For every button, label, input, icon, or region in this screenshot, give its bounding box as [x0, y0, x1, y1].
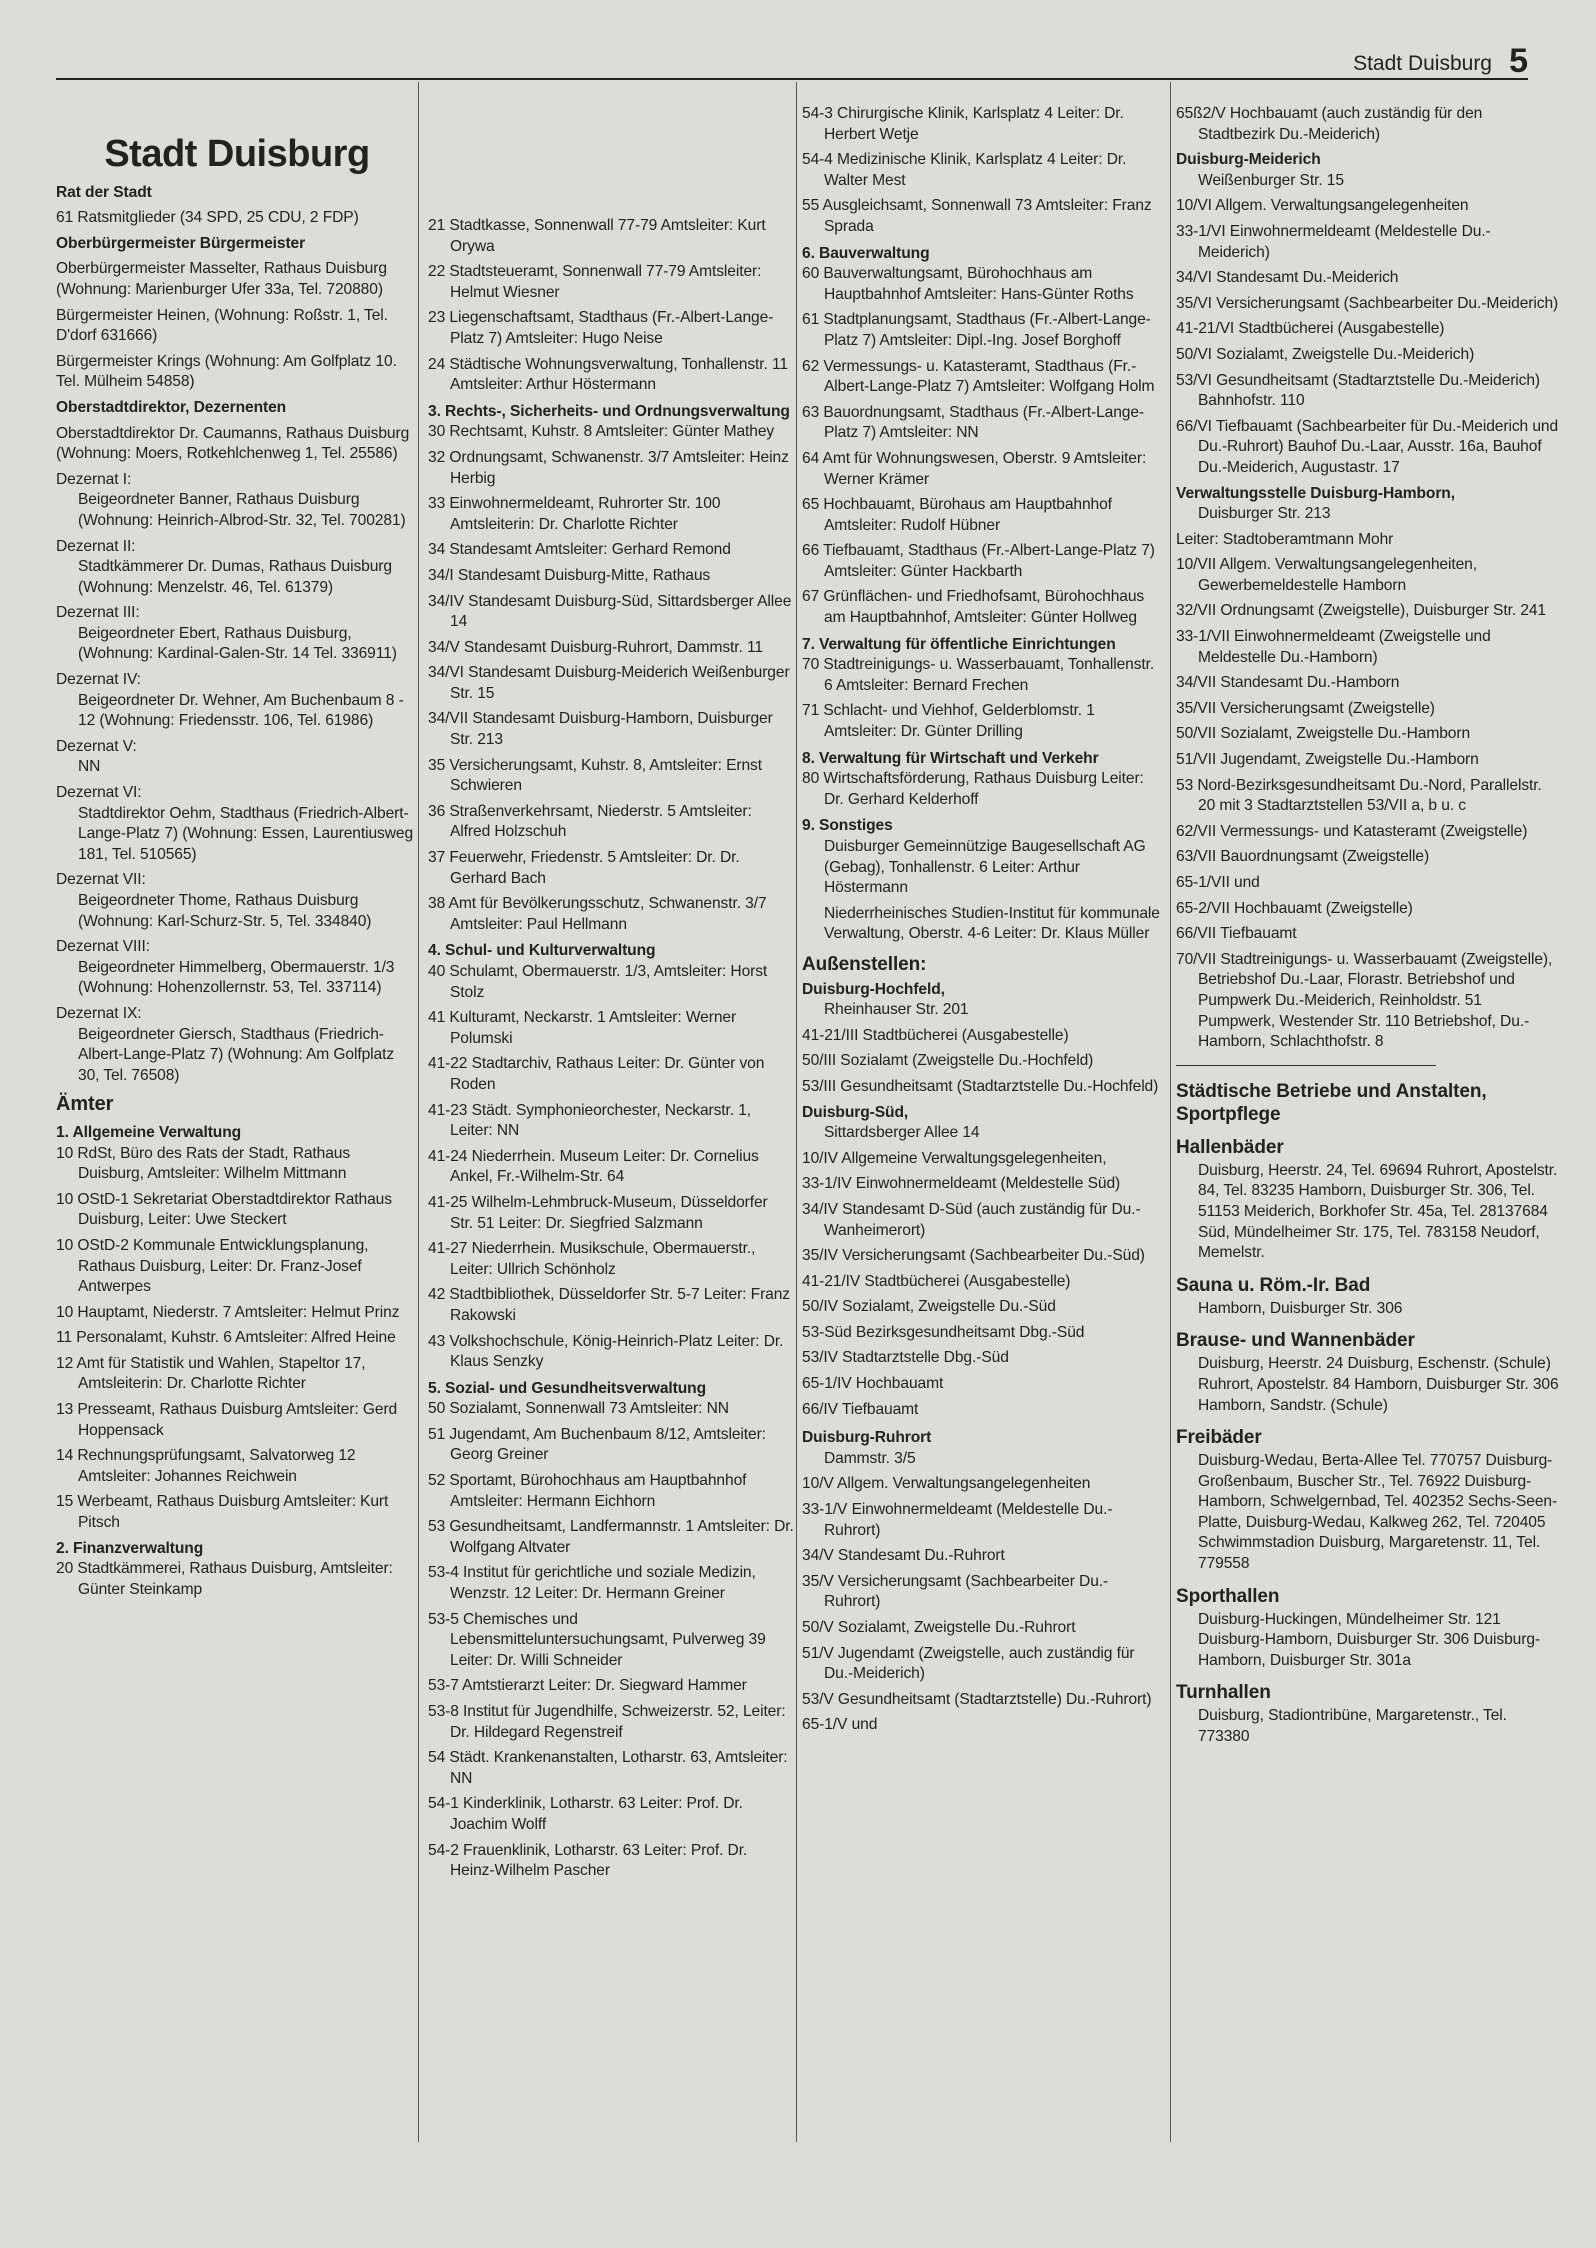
entry: 34/VII Standesamt Duisburg-Hamborn, Duisburger Str. 213 [428, 710, 773, 749]
entry: 65-2/VII Hochbauamt (Zweigstelle) [1176, 899, 1413, 917]
entry: 53-4 Institut für gerichtliche und soziale Medizin, Wenzstr. 12 Leiter: Dr. Hermann Greiner [428, 1564, 756, 1603]
address: Sittardsberger Allee 14 [824, 1124, 980, 1142]
section-heading: 3. Rechts-, Sicherheits- und Ordnungsverwaltung [428, 402, 790, 420]
entry: 34/IV Standesamt Duisburg-Süd, Sittardsberger Allee 14 [428, 592, 792, 631]
entry: 41-21/VI Stadtbücherei (Ausgabestelle) [1176, 320, 1445, 338]
entry: 53 Nord-Bezirksgesundheitsamt Du.-Nord, Parallelstr. 20 mit 3 Stadtarztstellen 53/VII a, b u. c [1176, 776, 1542, 815]
subsection-heading: Duisburg-Süd, [802, 1103, 909, 1121]
category-heading: Sporthallen [1176, 1585, 1280, 1607]
entry: 51/V Jugendamt (Zweigstelle, auch zuständig für Du.-Meiderich) [802, 1644, 1135, 1683]
dezernat-text: Beigeordneter Dr. Wehner, Am Buchenbaum 8 - 12 (Wohnung: Friedensstr. 106, Tel. 61986) [78, 691, 404, 730]
entry-list [428, 216, 794, 396]
entry: 10 OStD-2 Kommunale Entwicklungsplanung, Rathaus Duisburg, Leiter: Dr. Franz-Josef Antwerpes [56, 1236, 369, 1296]
entry: 65-1/VII und [1176, 874, 1260, 891]
entry: 34/V Standesamt Du.-Ruhrort [802, 1547, 1005, 1565]
entry: 41-22 Stadtarchiv, Rathaus Leiter: Dr. Günter von Roden [428, 1055, 765, 1093]
entry: 34 Standesamt Amtsleiter: Gerhard Remond [428, 541, 731, 559]
entry: 63/VII Bauordnungsamt (Zweigstelle) [1176, 848, 1430, 866]
entry: 13 Presseamt, Rathaus Duisburg Amtsleiter: Gerd Hoppensack [56, 1401, 398, 1439]
entry: Hamborn, Duisburger Str. 306 [1198, 1299, 1403, 1317]
entry: 63 Bauordnungsamt, Stadthaus (Fr.-Albert-Lange-Platz 7) Amtsleiter: NN [802, 403, 1145, 442]
entry: 65-1/IV Hochbauamt [802, 1375, 944, 1393]
entry: 10 RdSt, Büro des Rats der Stadt, Rathaus Duisburg, Amtsleiter: Wilhelm Mittmann [56, 1144, 351, 1183]
entry: 35/V Versicherungsamt (Sachbearbeiter Du.-Ruhrort) [802, 1572, 1109, 1611]
dezernat-text: Beigeordneter Giersch, Stadthaus (Friedrich-Albert-Lange-Platz 7) (Wohnung: Am Golfplatz 30, Tel. 76508) [78, 1025, 395, 1084]
entry: 20 Stadtkämmerei, Rathaus Duisburg, Amtsleiter: Günter Steinkamp [56, 1560, 393, 1598]
entry: 35/VII Versicherungsamt (Zweigstelle) [1176, 699, 1435, 717]
dezernat-text: Beigeordneter Ebert, Rathaus Duisburg, (Wohnung: Kardinal-Galen-Str. 14 Tel. 336911) [78, 624, 397, 663]
dezernat-label: Dezernat VII: [56, 871, 146, 889]
column-2 [428, 104, 794, 1887]
entry-list [802, 837, 1162, 945]
entry: Niederrheinisches Studien-Institut für kommunale Verwaltung, Oberstr. 4-6 Leiter: Dr. Klaus Müller [824, 904, 1160, 943]
section-heading: Oberbürgermeister Bürgermeister [56, 234, 306, 252]
entry: 65 Hochbauamt, Bürohaus am Hauptbahnhof Amtsleiter: Rudolf Hübner [802, 496, 1112, 534]
entry: 11 Personalamt, Kuhstr. 6 Amtsleiter: Alfred Heine [56, 1329, 396, 1347]
category-heading: Freibäder [1176, 1427, 1262, 1449]
entry: 50/VI Sozialamt, Zweigstelle Du.-Meiderich) [1176, 345, 1475, 363]
entry: 54-3 Chirurgische Klinik, Karlsplatz 4 Leiter: Dr. Herbert Wetje [802, 105, 1124, 143]
entry: 30 Rechtsamt, Kuhstr. 8 Amtsleiter: Günter Mathey [428, 423, 775, 441]
entry: 66/IV Tiefbauamt [802, 1400, 919, 1418]
dezernat-label: Dezernat V: [56, 737, 137, 755]
entry: 35/IV Versicherungsamt (Sachbearbeiter Du.-Süd) [802, 1247, 1145, 1265]
entry: 53 Gesundheitsamt, Landfermannstr. 1 Amtsleiter: Dr. Wolfgang Altvater [428, 1518, 794, 1556]
entry: 60 Bauverwaltungsamt, Bürohochhaus am Hauptbahnhof Amtsleiter: Hans-Günter Roths [802, 265, 1134, 303]
entry: Oberbürgermeister Masselter, Rathaus Duisburg (Wohnung: Marienburger Ufer 33a, Tel. 720880) [56, 260, 387, 298]
entry-list [1176, 555, 1560, 1052]
entry: 50/VII Sozialamt, Zweigstelle Du.-Hamborn [1176, 725, 1471, 743]
entry: 42 Stadtbibliothek, Düsseldorfer Str. 5-7 Leiter: Franz Rakowski [428, 1286, 791, 1324]
entry-list [802, 104, 1162, 238]
entry-list [802, 1026, 1162, 1098]
entry: 64 Amt für Wohnungswesen, Oberstr. 9 Amtsleiter: Werner Krämer [802, 449, 1147, 488]
entry: 41-25 Wilhelm-Lehmbruck-Museum, Düsseldorfer Str. 51 Leiter: Dr. Siegfried Salzmann [428, 1193, 768, 1232]
entry-list [1176, 196, 1560, 478]
entry: 10/V Allgem. Verwaltungsangelegenheiten [802, 1475, 1091, 1493]
entry: 10 Hauptamt, Niederstr. 7 Amtsleiter: Helmut Prinz [56, 1303, 400, 1321]
section-heading: 7. Verwaltung für öffentliche Einrichtungen [802, 635, 1116, 653]
entry: 32 Ordnungsamt, Schwanenstr. 3/7 Amtsleiter: Heinz Herbig [428, 448, 789, 487]
entry: 50/V Sozialamt, Zweigstelle Du.-Ruhrort [802, 1619, 1076, 1636]
entry: 51/VII Jugendamt, Zweigstelle Du.-Hamborn [1176, 751, 1479, 769]
entry: 34/IV Standesamt D-Süd (auch zuständig für Du.-Wanheimerort) [802, 1200, 1141, 1239]
entry: 24 Städtische Wohnungsverwaltung, Tonhallenstr. 11 Amtsleiter: Arthur Höstermann [428, 355, 788, 394]
section-heading: 6. Bauverwaltung [802, 244, 930, 262]
entry: 43 Volkshochschule, König-Heinrich-Platz Leiter: Dr. Klaus Senzky [428, 1332, 784, 1371]
aussenstellen-heading: Außenstellen: [802, 953, 927, 975]
dezernat-text: NN [78, 758, 101, 776]
entry: 41-21/IV Stadtbücherei (Ausgabestelle) [802, 1272, 1071, 1290]
address: Weißenburger Str. 15 [1198, 171, 1344, 189]
entry: 66/VII Tiefbauamt [1176, 925, 1297, 943]
entry: 53/IV Stadtarztstelle Dbg.-Süd [802, 1349, 1009, 1367]
dezernat-label: Dezernat IX: [56, 1004, 142, 1022]
entry: 41-24 Niederrhein. Museum Leiter: Dr. Cornelius Ankel, Fr.-Wilhelm-Str. 64 [428, 1147, 759, 1186]
column-divider [1170, 82, 1171, 2142]
entry: 53-5 Chemisches und Lebensmitteluntersuchungsamt, Pulverweg 39 Leiter: Dr. Willi Schneider [428, 1610, 766, 1669]
category-heading: Turnhallen [1176, 1682, 1271, 1704]
subsection-heading: Duisburg-Meiderich [1176, 151, 1321, 169]
address: Duisburger Str. 213 [1198, 505, 1331, 523]
entry: 14 Rechnungsprüfungsamt, Salvatorweg 12 Amtsleiter: Johannes Reichwein [56, 1447, 356, 1485]
entry: 33-1/VII Einwohnermeldeamt (Zweigstelle und Meldestelle Du.-Hamborn) [1176, 628, 1491, 666]
subsection-heading: Duisburg-Ruhrort [802, 1429, 932, 1447]
entry: 50 Sozialamt, Sonnenwall 73 Amtsleiter: NN [428, 1400, 729, 1418]
entry: 53-8 Institut für Jugendhilfe, Schweizerstr. 52, Leiter: Dr. Hildegard Regenstreif [428, 1703, 786, 1741]
entry: Oberstadtdirektor Dr. Caumanns, Rathaus Duisburg (Wohnung: Moers, Rotkehlchenweg 1, Tel. 25586) [56, 424, 410, 463]
entry-list [428, 422, 794, 935]
entry: 34/VI Standesamt Duisburg-Meiderich Weißenburger Str. 15 [428, 664, 790, 702]
section-heading: 5. Sozial- und Gesundheitsverwaltung [428, 1379, 706, 1397]
entry: Duisburg, Stadiontribüne, Margaretenstr., Tel. 773380 [1198, 1707, 1507, 1746]
entry: 80 Wirtschaftsförderung, Rathaus Duisburg Leiter: Dr. Gerhard Kelderhoff [802, 770, 1144, 808]
dezernat-label: Dezernat VIII: [56, 938, 150, 956]
entry-list [428, 1399, 794, 1881]
entry: 34/VII Standesamt Du.-Hamborn [1176, 674, 1400, 692]
address: Dammstr. 3/5 [824, 1449, 916, 1467]
section-heading: Oberstadtdirektor, Dezernenten [56, 398, 287, 416]
entry: 41-23 Städt. Symphonieorchester, Neckarstr. 1, Leiter: NN [428, 1101, 752, 1140]
amter-heading: Ämter [56, 1093, 114, 1116]
column-4 [1176, 104, 1560, 1753]
dezernat-label: Dezernat I: [56, 470, 132, 488]
section-heading: Rat der Stadt [56, 183, 152, 201]
entry: 21 Stadtkasse, Sonnenwall 77-79 Amtsleiter: Kurt Orywa [428, 217, 766, 255]
entry: 41 Kulturamt, Neckarstr. 1 Amtsleiter: Werner Polumski [428, 1009, 737, 1047]
entry: 10/IV Allgemeine Verwaltungsgelegenheiten, [802, 1149, 1107, 1167]
subsection-heading: Duisburg-Hochfeld, [802, 980, 945, 998]
entry: 71 Schlacht- und Viehhof, Gelderblomstr. 1 Amtsleiter: Dr. Günter Drilling [802, 702, 1095, 741]
column-divider [418, 82, 419, 2142]
entry: 53/III Gesundheitsamt (Stadtarztstelle Du.-Hochfeld) [802, 1077, 1159, 1095]
dezernat-label: Dezernat II: [56, 537, 136, 555]
entry: 61 Ratsmitglieder (34 SPD, 25 CDU, 2 FDP) [56, 209, 359, 227]
entry: Bürgermeister Heinen, (Wohnung: Roßstr. 1, Tel. D'dorf 631666) [56, 306, 388, 345]
entry: 52 Sportamt, Bürohochhaus am Hauptbahnhof Amtsleiter: Hermann Eichhorn [428, 1472, 747, 1510]
entry-list [56, 1559, 418, 1600]
entry: 50/III Sozialamt (Zweigstelle Du.-Hochfeld) [802, 1052, 1094, 1070]
entry: 12 Amt für Statistik und Wahlen, Stapeltor 17, Amtsleiterin: Dr. Charlotte Richter [56, 1354, 366, 1393]
entry-list [802, 1149, 1162, 1421]
entry: 33-1/IV Einwohnermeldeamt (Meldestelle Süd) [802, 1175, 1121, 1193]
dezernat-text: Beigeordneter Himmelberg, Obermauerstr. 1/3 (Wohnung: Hohenzollernstr. 53, Tel. 337114) [78, 958, 395, 997]
entry: 55 Ausgleichsamt, Sonnenwall 73 Amtsleiter: Franz Sprada [802, 197, 1152, 235]
entry: 22 Stadtsteueramt, Sonnenwall 77-79 Amtsleiter: Helmut Wiesner [428, 263, 762, 301]
section-heading: 9. Sonstiges [802, 817, 893, 835]
entry: 34/I Standesamt Duisburg-Mitte, Rathaus [428, 566, 711, 584]
divider [1176, 1065, 1436, 1066]
entry: 15 Werbeamt, Rathaus Duisburg Amtsleiter: Kurt Pitsch [56, 1493, 389, 1532]
section-heading: 8. Verwaltung für Wirtschaft und Verkehr [802, 749, 1099, 767]
category-heading: Sauna u. Röm.-Ir. Bad [1176, 1274, 1371, 1296]
entry: 62 Vermessungs- u. Katasteramt, Stadthaus (Fr.-Albert-Lange-Platz 7) Amtsleiter: Wolfgang Holm [802, 357, 1155, 396]
entry: 41-27 Niederrhein. Musikschule, Obermauerstr., Leiter: Ullrich Schönholz [428, 1240, 756, 1278]
dezernat-label: Dezernat IV: [56, 671, 141, 689]
entry: 32/VII Ordnungsamt (Zweigstelle), Duisburger Str. 241 [1176, 602, 1546, 620]
entry: 54-2 Frauenklinik, Lotharstr. 63 Leiter: Prof. Dr. Heinz-Wilhelm Pascher [428, 1841, 748, 1880]
page-header [56, 40, 1528, 80]
entry: 66/VI Tiefbauamt (Sachbearbeiter für Du.-Meiderich und Du.-Ruhrort) Bauhof Du.-Laar, Ausstr. 16a, Bauhof Du.-Meiderich, Augustastr. 17 [1176, 417, 1559, 476]
entry: 36 Straßenverkehrsamt, Niederstr. 5 Amtsleiter: Alfred Holzschuh [428, 802, 752, 841]
dezernat-label: Dezernat III: [56, 604, 140, 622]
entry: 54 Städt. Krankenanstalten, Lotharstr. 63, Amtsleiter: NN [428, 1749, 788, 1787]
category-heading: Hallenbäder [1176, 1136, 1284, 1158]
running-head: Stadt Duisburg [1353, 52, 1492, 75]
entry: 37 Feuerwehr, Friedenstr. 5 Amtsleiter: Dr. Dr. Gerhard Bach [428, 849, 740, 887]
column-1 [56, 104, 418, 1605]
entry: Bürgermeister Krings (Wohnung: Am Golfplatz 10. Tel. Mülheim 54858) [56, 352, 397, 391]
entry: 33-1/V Einwohnermeldeamt (Meldestelle Du.-Ruhrort) [802, 1501, 1113, 1539]
entry: Duisburg, Heerstr. 24, Tel. 69694 Ruhrort, Apostelstr. 84, Tel. 83235 Hamborn, Duisburger Str. 306, Tel. 51153 Meiderich, Borkhofer Str. 45a, Tel. 28137684 Süd, Mündelheimer Str. 175, Tel. 783158 Neudorf, Memelstr. [1198, 1161, 1558, 1262]
entry: 34/V Standesamt Duisburg-Ruhrort, Dammstr. 11 [428, 638, 763, 656]
entry: 70/VII Stadtreinigungs- u. Wasserbauamt (Zweigstelle), Betriebshof Du.-Laar, Florastr. Betriebshof und Pumpwerk Du.-Meiderich, Reinholdstr. 51 Pumpwerk, Westender Str. 110 Betriebshof, Du.-Hamborn, Schlachthofstr. 8 [1176, 950, 1553, 1051]
entry: 53-Süd Bezirksgesundheitsamt Dbg.-Süd [802, 1323, 1085, 1341]
entry: Duisburg-Huckingen, Mündelheimer Str. 121 Duisburg-Hamborn, Duisburger Str. 306 Duisburg-Hamborn, Duisburger Str. 301a [1198, 1610, 1540, 1669]
entry: 51 Jugendamt, Am Buchenbaum 8/12, Amtsleiter: Georg Greiner [428, 1425, 766, 1464]
section-heading: 2. Finanzverwaltung [56, 1539, 204, 1557]
entry: 38 Amt für Bevölkerungsschutz, Schwanenstr. 3/7 Amtsleiter: Paul Hellmann [428, 895, 767, 933]
entry: 10/VII Allgem. Verwaltungsangelegenheiten, Gewerbemeldestelle Hamborn [1176, 556, 1477, 594]
entry-list [802, 769, 1162, 810]
dezernat-text: Stadtkämmerer Dr. Dumas, Rathaus Duisburg (Wohnung: Menzelstr. 46, Tel. 61379) [78, 558, 392, 596]
dezernat-label: Dezernat VI: [56, 784, 142, 802]
dezernat-text: Beigeordneter Thome, Rathaus Duisburg (Wohnung: Karl-Schurz-Str. 5, Tel. 334840) [78, 892, 372, 930]
entry: 35/VI Versicherungsamt (Sachbearbeiter Du.-Meiderich) [1176, 294, 1559, 312]
dezernat-text: Stadtdirektor Oehm, Stadthaus (Friedrich-Albert-Lange-Platz 7) (Wohnung: Essen, Laurentiusweg 181, Tel. 510565) [78, 804, 414, 863]
entry: 65ß2/V Hochbauamt (auch zuständig für den Stadtbezirk Du.-Meiderich) [1176, 105, 1483, 143]
entry: 66 Tiefbauamt, Stadthaus (Fr.-Albert-Lange-Platz 7) Amtsleiter: Günter Hackbarth [802, 542, 1155, 580]
section-heading: 1. Allgemeine Verwaltung [56, 1123, 242, 1141]
page-title: Stadt Duisburg [104, 133, 370, 175]
entry-list [802, 1474, 1162, 1736]
dezernate-list [56, 470, 418, 1087]
entry: 34/VI Standesamt Du.-Meiderich [1176, 269, 1399, 287]
entry: 67 Grünflächen- und Friedhofsamt, Bürohochhaus am Hauptbahnhof, Amtsleiter: Günter Hollweg [802, 588, 1145, 627]
column-divider [796, 82, 797, 2142]
entry: 53/V Gesundheitsamt (Stadtarztstelle) Du.-Ruhrort) [802, 1690, 1152, 1708]
entry: 10 OStD-1 Sekretariat Oberstadtdirektor Rathaus Duisburg, Leiter: Uwe Steckert [56, 1190, 392, 1229]
entry-list [802, 655, 1162, 742]
entry: 41-21/III Stadtbücherei (Ausgabestelle) [802, 1026, 1069, 1044]
entry: 33 Einwohnermeldeamt, Ruhrorter Str. 100 Amtsleiterin: Dr. Charlotte Richter [428, 495, 721, 533]
entry-list [428, 962, 794, 1373]
section-heading: 4. Schul- und Kulturverwaltung [428, 942, 656, 960]
entry: 62/VII Vermessungs- und Katasteramt (Zweigstelle) [1176, 822, 1528, 840]
entry: 35 Versicherungsamt, Kuhstr. 8, Amtsleiter: Ernst Schwieren [428, 756, 762, 795]
entry: Leiter: Stadtoberamtmann Mohr [1176, 530, 1394, 548]
entry-list [56, 1144, 418, 1534]
entry: 10/VI Allgem. Verwaltungsangelegenheiten [1176, 197, 1469, 215]
entry: 40 Schulamt, Obermauerstr. 1/3, Amtsleiter: Horst Stolz [428, 963, 768, 1001]
entry: 54-1 Kinderklinik, Lotharstr. 63 Leiter: Prof. Dr. Joachim Wolff [428, 1795, 743, 1833]
entry: 61 Stadtplanungsamt, Stadthaus (Fr.-Albert-Lange-Platz 7) Amtsleiter: Dipl.-Ing. Josef Borghoff [802, 311, 1151, 349]
entry: 53-7 Amtstierarzt Leiter: Dr. Siegward Hammer [428, 1677, 747, 1695]
entry: 23 Liegenschaftsamt, Stadthaus (Fr.-Albert-Lange-Platz 7) Amtsleiter: Hugo Neise [428, 309, 774, 347]
dezernat-text: Beigeordneter Banner, Rathaus Duisburg (Wohnung: Heinrich-Albrod-Str. 32, Tel. 700281) [78, 491, 406, 529]
entry: Duisburger Gemeinnützige Baugesellschaft AG (Gebag), Tonhallenstr. 6 Leiter: Arthur Höstermann [824, 838, 1146, 897]
entry: 54-4 Medizinische Klinik, Karlsplatz 4 Leiter: Dr. Walter Mest [802, 151, 1127, 189]
category-heading: Städtische Betriebe und Anstalten, Sportpflege [1176, 1080, 1487, 1125]
page-number: 5 [1509, 42, 1528, 80]
entry: Duisburg, Heerstr. 24 Duisburg, Eschenstr. (Schule) Ruhrort, Apostelstr. 84 Hamborn, Duisburger Str. 306 Hamborn, Sandstr. (Schule) [1198, 1355, 1559, 1414]
address: Rheinhauser Str. 201 [824, 1001, 969, 1019]
entry: 70 Stadtreinigungs- u. Wasserbauamt, Tonhallenstr. 6 Amtsleiter: Bernard Frechen [802, 656, 1155, 694]
entry: 50/IV Sozialamt, Zweigstelle Du.-Süd [802, 1298, 1056, 1316]
entry: 53/VI Gesundheitsamt (Stadtarztstelle Du.-Meiderich) Bahnhofstr. 110 [1176, 371, 1541, 410]
category-heading: Brause- und Wannenbäder [1176, 1330, 1415, 1352]
entry: 33-1/VI Einwohnermeldeamt (Meldestelle Du.-Meiderich) [1176, 222, 1491, 261]
entry: Duisburg-Wedau, Berta-Allee Tel. 770757 Duisburg-Großenbaum, Buscher Str., Tel. 76922 Duisburg-Hamborn, Schwelgernbad, Tel. 402352 Sechs-Seen-Platte, Duisburg-Wedau, Kalkweg 262, Tel. 720405 Schwimmstadion Duisburg, Margaretenstr. 11, Tel. 779558 [1198, 1452, 1558, 1573]
column-3 [802, 104, 1162, 1741]
entry-list [802, 264, 1162, 629]
subsection-heading: Verwaltungsstelle Duisburg-Hamborn, [1176, 484, 1455, 502]
entry: 65-1/V und [802, 1716, 878, 1734]
